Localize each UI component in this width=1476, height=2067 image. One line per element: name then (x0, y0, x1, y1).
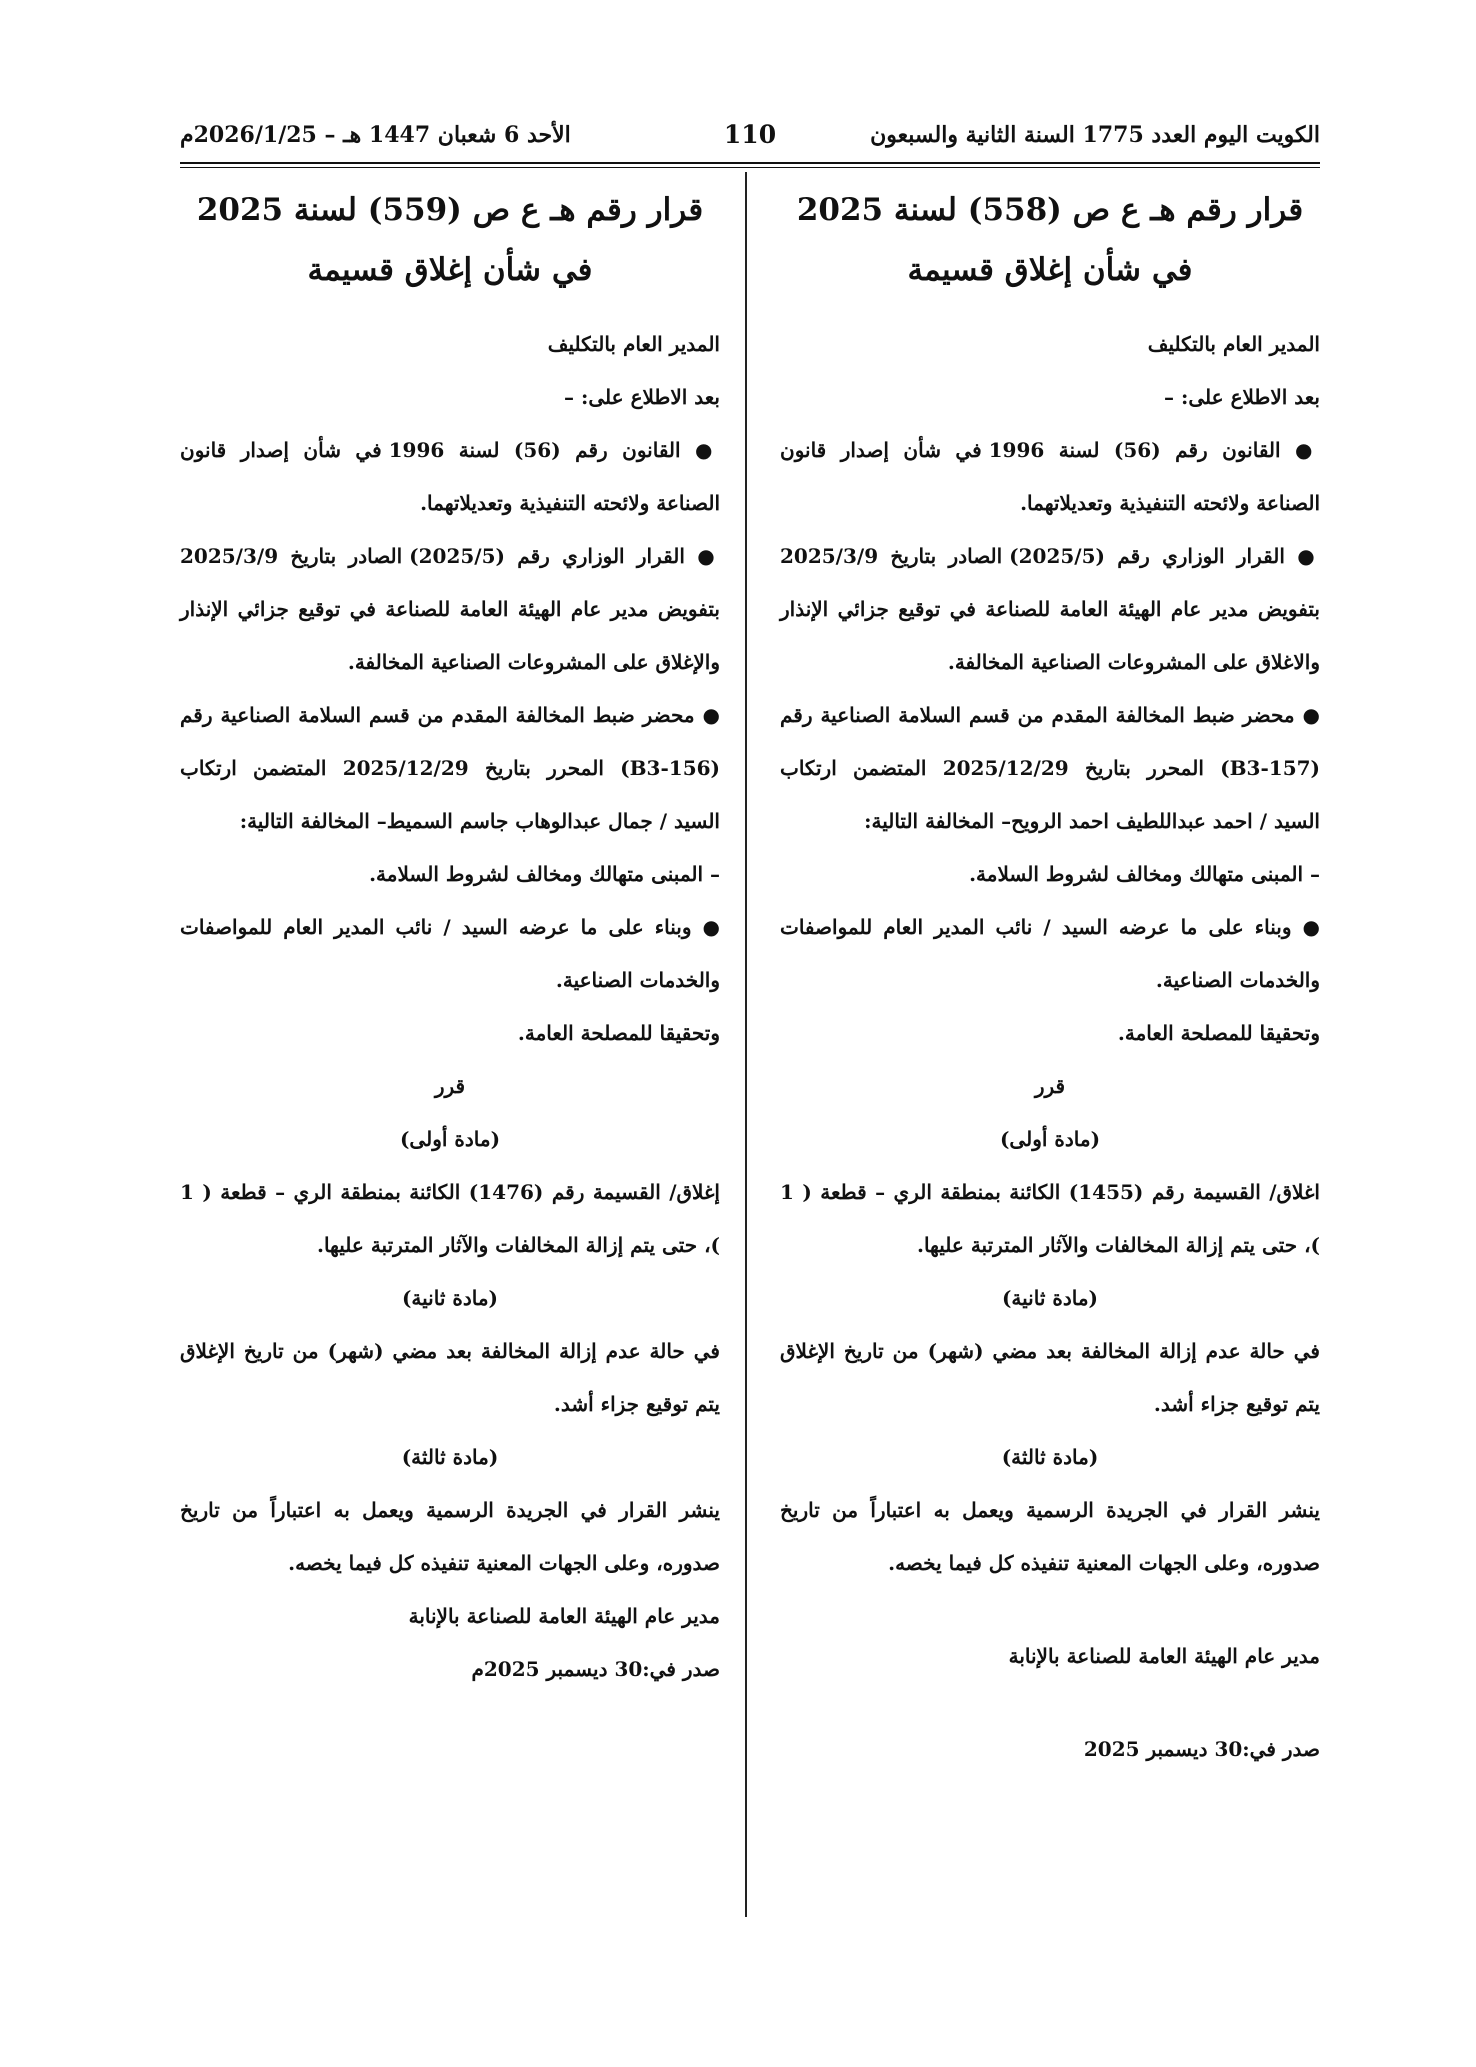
signer-title: مدير عام الهيئة العامة للصناعة بالإنابة (408, 1604, 720, 1628)
decision-559-column (180, 180, 720, 1696)
article-2-text: في حالة عدم إزالة المخالفة بعد مضي (شهر) من تاريخ الإغلاق يتم توقيع جزاء أشد. (780, 1339, 1320, 1416)
decision-title: قرار رقم هـ ع ص (558) لسنة 2025 (796, 192, 1304, 228)
bullet-law: ● القانون رقم (56) لسنة 1996 في شأن إصدار قانون الصناعة ولائحته التنفيذية وتعديلاتهما. (780, 438, 1320, 515)
article-1-heading: (مادة أولى) (999, 1127, 1101, 1151)
signer-title: مدير عام الهيئة العامة للصناعة بالإنابة (1008, 1644, 1320, 1668)
decided-heading: قرر (1034, 1074, 1066, 1098)
article-1-heading: (مادة أولى) (399, 1127, 501, 1151)
bullet-law: ● القانون رقم (56) لسنة 1996 في شأن إصدار قانون الصناعة ولائحته التنفيذية وتعديلاتهما. (180, 438, 720, 515)
bullet-violation-report: ● محضر ضبط المخالفة المقدم من قسم السلامة الصناعية رقم (B3-156) المحرر بتاريخ 2025/12/29 المتضمن ارتكاب السيد / جمال عبدالوهاب جاسم السميط– المخالفة التالية: (180, 703, 720, 833)
bullet-ministerial-decision: ● القرار الوزاري رقم (2025/5) الصادر بتاريخ 2025/3/9 بتفويض مدير عام الهيئة العامة للصناعة في توقيع جزائي الإنذار والإغلاق على المشروعات الصناعية المخالفة. (180, 544, 720, 674)
decided-heading: قرر (434, 1074, 466, 1098)
bullet-ministerial-decision: ● القرار الوزاري رقم (2025/5) الصادر بتاريخ 2025/3/9 بتفويض مدير عام الهيئة العامة للصناعة في توقيع جزائي الإنذار والاغلاق على المشروعات الصناعية المخالفة. (780, 544, 1320, 674)
article-1-text: إغلاق/ القسيمة رقم (1476) الكائنة بمنطقة الري – قطعة ( 1 )، حتى يتم إزالة المخالفات والآثار المترتبة عليها. (180, 1180, 720, 1257)
bullet-deputy-proposal: ● وبناء على ما عرضه السيد / نائب المدير العام للمواصفات والخدمات الصناعية. (780, 915, 1320, 992)
page-header (180, 120, 1320, 160)
bullet-deputy-proposal: ● وبناء على ما عرضه السيد / نائب المدير العام للمواصفات والخدمات الصناعية. (180, 915, 720, 992)
article-3-heading: (مادة ثالثة) (1001, 1445, 1099, 1469)
public-interest-line: وتحقيقا للمصلحة العامة. (517, 1021, 720, 1045)
article-3-heading: (مادة ثالثة) (401, 1445, 499, 1469)
violation-item: – المبنى متهالك ومخالف لشروط السلامة. (969, 862, 1320, 886)
page-number: 110 (723, 120, 777, 149)
after-review-line: بعد الاطلاع على: – (1164, 385, 1320, 409)
violation-item: – المبنى متهالك ومخالف لشروط السلامة. (369, 862, 720, 886)
decision-subtitle: في شأن إغلاق قسيمة (307, 252, 593, 288)
article-3-text: ينشر القرار في الجريدة الرسمية ويعمل به اعتباراً من تاريخ صدوره، وعلى الجهات المعنية تنفيذه كل فيما يخصه. (780, 1498, 1320, 1575)
article-3-text: ينشر القرار في الجريدة الرسمية ويعمل به اعتباراً من تاريخ صدوره، وعلى الجهات المعنية تنفيذه كل فيما يخصه. (180, 1498, 720, 1575)
decision-558-column (780, 180, 1320, 1776)
after-review-line: بعد الاطلاع على: – (564, 385, 720, 409)
decision-subtitle: في شأن إغلاق قسيمة (907, 252, 1193, 288)
bullet-violation-report: ● محضر ضبط المخالفة المقدم من قسم السلامة الصناعية رقم (B3-157) المحرر بتاريخ 2025/12/29 المتضمن ارتكاب السيد / احمد عبداللطيف احمد الرويح– المخالفة التالية: (780, 703, 1320, 833)
article-2-heading: (مادة ثانية) (401, 1286, 499, 1310)
article-2-text: في حالة عدم إزالة المخالفة بعد مضي (شهر) من تاريخ الإغلاق يتم توقيع جزاء أشد. (180, 1339, 720, 1416)
issued-date: صدر في:30 ديسمبر 2025 (1083, 1737, 1320, 1761)
issue-date: الأحد 6 شعبان 1447 هـ – 2026/1/25م (180, 122, 571, 148)
issuer-line: المدير العام بالتكليف (1147, 332, 1320, 356)
header-rule-thin (180, 167, 1320, 168)
article-2-heading: (مادة ثانية) (1001, 1286, 1099, 1310)
issuer-line: المدير العام بالتكليف (547, 332, 720, 356)
public-interest-line: وتحقيقا للمصلحة العامة. (1117, 1021, 1320, 1045)
column-divider (745, 172, 747, 1917)
issued-date: صدر في:30 ديسمبر 2025م (471, 1657, 720, 1681)
header-rule (180, 162, 1320, 164)
article-1-text: اغلاق/ القسيمة رقم (1455) الكائنة بمنطقة الري – قطعة ( 1 )، حتى يتم إزالة المخالفات والآثار المترتبة عليها. (780, 1180, 1320, 1257)
gazette-issue-info: الكويت اليوم العدد 1775 السنة الثانية والسبعون (870, 122, 1320, 148)
decision-title: قرار رقم هـ ع ص (559) لسنة 2025 (196, 192, 704, 228)
